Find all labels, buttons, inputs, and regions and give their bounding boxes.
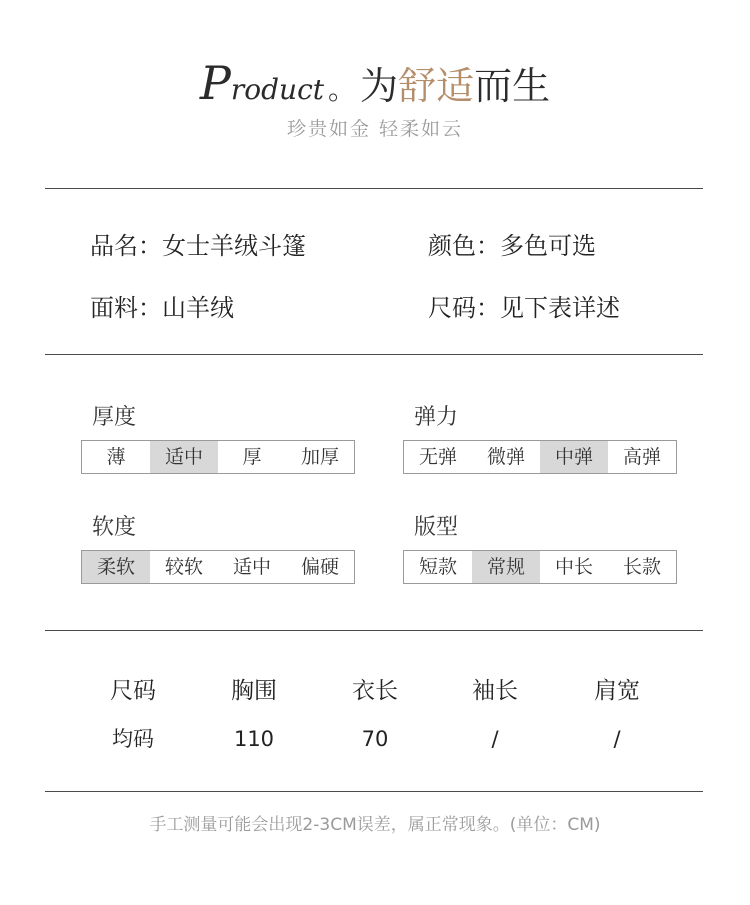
- shoulder-column: [557, 674, 677, 754]
- divider-middle: [45, 354, 703, 355]
- info-material: 面料：山羊绒: [90, 294, 234, 322]
- length-column: [315, 674, 435, 754]
- size-table-header: 衣长: [352, 678, 398, 704]
- measurement-footnote: 手工测量可能会出现2-3CM误差，属正常现象。(单位：CM): [149, 815, 601, 835]
- slogan-part-1: 为: [360, 64, 399, 108]
- slogan-accent: 舒适: [398, 64, 475, 108]
- fit-option: 常规: [472, 551, 540, 583]
- softness-option: 较软: [164, 556, 203, 578]
- fit-option: 长款: [622, 556, 661, 578]
- product-word: Product: [199, 56, 325, 110]
- size-table-header: 袖长: [472, 678, 518, 704]
- divider-bottom: [45, 791, 703, 792]
- sleeve-column: [435, 674, 555, 754]
- size-table-cell: 70: [361, 727, 389, 751]
- thickness-option: 厚: [242, 446, 262, 468]
- fit-label: 版型: [414, 515, 459, 540]
- size-table-cell: /: [613, 727, 621, 751]
- size-table-cell: 均码: [112, 727, 154, 751]
- elasticity-option: 微弹: [486, 446, 525, 468]
- size-table-cell: 110: [233, 727, 275, 751]
- elasticity-option: 高弹: [622, 446, 661, 468]
- divider-lower: [45, 630, 703, 631]
- fit-option: 短款: [418, 556, 457, 578]
- thickness-option: 加厚: [300, 446, 339, 468]
- elasticity-scale: [403, 440, 677, 474]
- size-column: [73, 674, 193, 754]
- softness-option: 偏硬: [300, 556, 339, 578]
- page-title: [0, 58, 750, 115]
- fit-option: 中长: [554, 556, 593, 578]
- page-subtitle: 珍贵如金 轻柔如云: [286, 118, 464, 140]
- elasticity-option: 无弹: [418, 446, 457, 468]
- info-size: 尺码：见下表详述: [428, 294, 620, 322]
- size-table-header: 胸围: [231, 678, 277, 704]
- fit-scale: [403, 550, 677, 584]
- size-table-header: 尺码: [110, 678, 156, 704]
- elasticity-option: 中弹: [540, 441, 608, 473]
- info-color: 颜色：多色可选: [428, 232, 596, 260]
- chest-column: [194, 674, 314, 754]
- thickness-scale: [81, 440, 355, 474]
- slogan-part-2: 而生: [474, 64, 551, 108]
- thickness-option: 适中: [150, 441, 218, 473]
- size-table-header: 肩宽: [594, 678, 640, 704]
- softness-scale: [81, 550, 355, 584]
- softness-option: 适中: [232, 556, 271, 578]
- info-name: 品名：女士羊绒斗篷: [90, 232, 306, 260]
- softness-label: 软度: [92, 515, 137, 540]
- softness-option: 柔软: [82, 551, 150, 583]
- title-separator: 。: [328, 73, 357, 106]
- thickness-option: 薄: [106, 446, 126, 468]
- size-table-cell: /: [491, 727, 499, 751]
- thickness-label: 厚度: [92, 405, 137, 430]
- divider-top: [45, 188, 703, 189]
- elasticity-label: 弹力: [414, 405, 459, 430]
